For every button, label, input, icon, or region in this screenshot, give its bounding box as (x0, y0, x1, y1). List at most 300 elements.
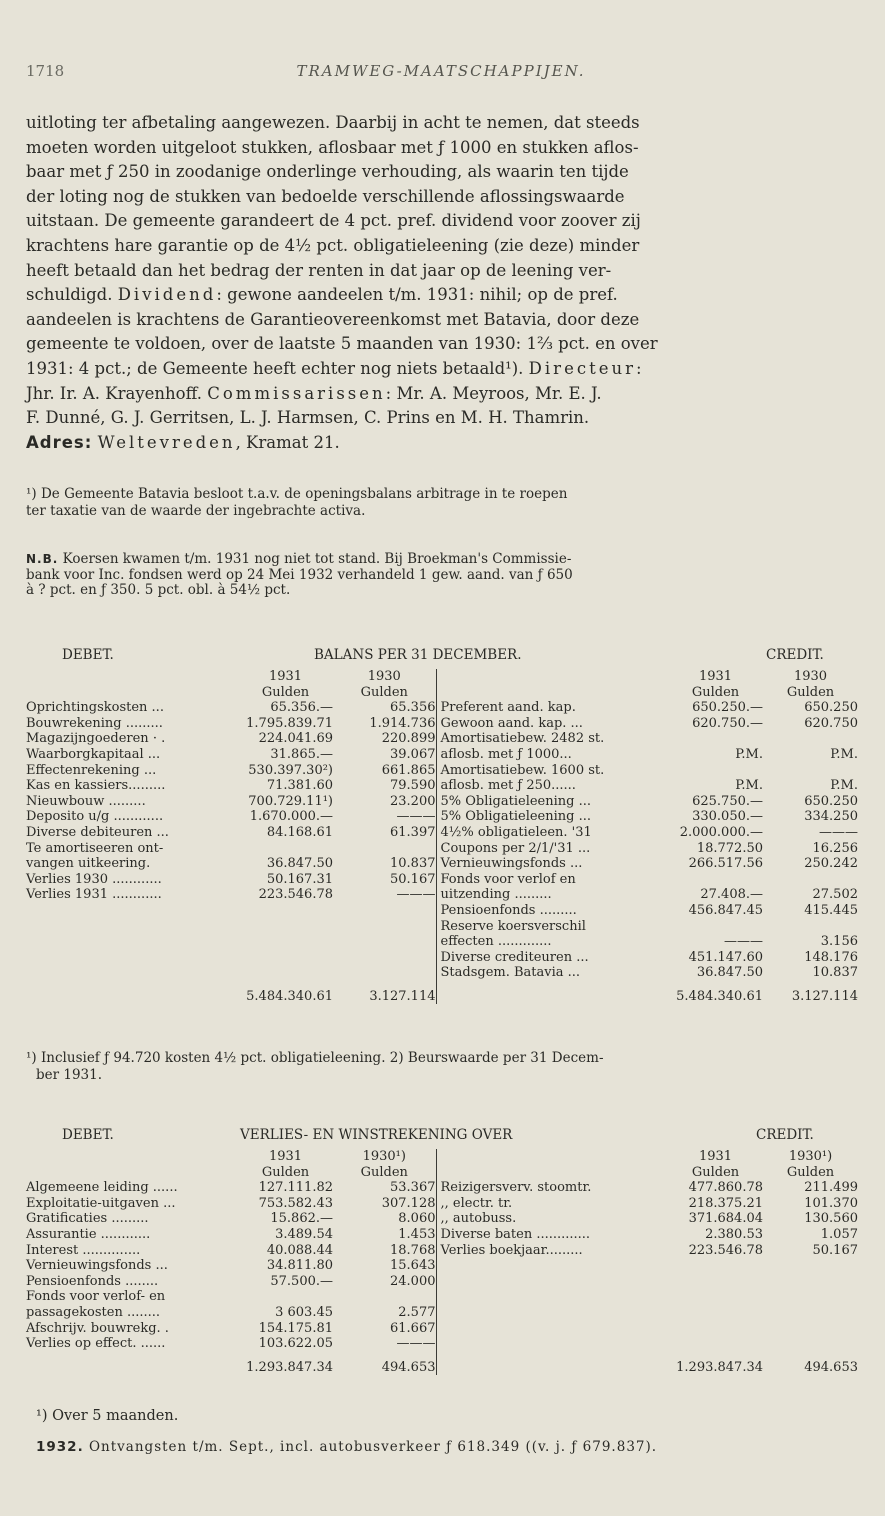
debet-label (26, 825, 238, 841)
credit-label: Amortisatiebew. 1600 st. (436, 763, 668, 779)
debet-label (26, 841, 238, 857)
debet-label (26, 1274, 238, 1290)
nb-line: à ? pct. en ƒ 350. 5 pct. obl. à 54½ pct. (26, 582, 291, 598)
debet-item: Nieuwbouw (26, 793, 105, 809)
body-line: uitstaan. De gemeente garandeert de 4 pct. pref. dividend voor zoover zij (26, 211, 641, 231)
footnote-line: ¹) De Gemeente Batavia besloot t.a.v. de openingsbalans arbitrage in te roepen (26, 486, 568, 502)
credit-value-1931: 456.847.45 (688, 902, 763, 918)
totals-row (26, 981, 858, 1005)
body-fragment: : Mr. A. Meyroos, Mr. E. J. (385, 383, 602, 403)
debet-value-1930: 220.899 (381, 731, 436, 747)
table-row (26, 1227, 858, 1243)
credit-label: Diverse crediteuren ... (436, 950, 668, 966)
debet-label (26, 1227, 238, 1243)
credit-label: 5% Obligatieleening ... (436, 809, 668, 825)
debet-item: Afschrijv. bouwrekg. (26, 1320, 161, 1336)
debet-label (26, 856, 238, 872)
credit-spacer-cell (436, 669, 668, 685)
leader-dots: ......... (104, 793, 146, 809)
winst-heading (26, 1127, 858, 1145)
running-title: TRAMWEG-MAATSCHAPPIJEN. (296, 62, 586, 80)
credit-value-1930 (763, 919, 858, 935)
debet-label (26, 731, 238, 747)
debet-value-1930 (333, 841, 436, 857)
body-line: heeft betaald dan het bedrag der renten in dat jaar op de leening ver- (26, 260, 612, 280)
debet-label (26, 934, 238, 950)
debet-value-1930 (333, 965, 436, 981)
credit-label: Fonds voor verlof en (436, 872, 668, 888)
debet-item: Verlies 1931 (26, 887, 108, 903)
table-row (26, 841, 858, 857)
leader-dots: ...... (136, 1336, 166, 1352)
debet-item: Deposito u/g (26, 809, 110, 825)
debet-value-1930: 1.453 (398, 1226, 436, 1242)
table-row (26, 716, 858, 732)
unit-label: Gulden (786, 684, 835, 700)
debet-value-1931: 15.862.— (270, 1211, 333, 1227)
leader-dots: ... (152, 824, 169, 840)
year-1930: 1930¹) (788, 1149, 833, 1164)
debet-item: Magazijngoederen (26, 731, 149, 747)
debet-item: Exploitatie-uitgaven (26, 1195, 159, 1211)
credit-label: uitzending ......... (436, 887, 668, 903)
debet-value-1930 (333, 903, 436, 919)
footnote-line: ber 1931. (36, 1067, 103, 1083)
debet-item: Gratificaties (26, 1211, 108, 1227)
nb-note (26, 552, 858, 599)
credit-value-1931: 218.375.21 (688, 1195, 763, 1211)
credit-value-1930: 620.750 (804, 715, 858, 731)
credit-label (436, 1274, 668, 1290)
leader-dots: ............ (96, 1226, 151, 1242)
debet-label (26, 778, 238, 794)
debet-value-1930: ——— (396, 1336, 436, 1352)
body-line: gemeente te voldoen, over de laatste 5 maanden van 1930: 1⅔ pct. en over (26, 334, 658, 354)
total-debet-1930: 3.127.114 (369, 988, 436, 1004)
table-row (26, 919, 858, 935)
debet-value-1930 (333, 1289, 436, 1305)
debet-label (26, 965, 238, 981)
dividend-heading: Dividend (117, 285, 217, 305)
credit-label: Amortisatiebew. 2482 st. (436, 731, 668, 747)
credit-label: Gewoon aand. kap. ... (436, 716, 668, 732)
unit-header-row (26, 1165, 858, 1181)
table-row (26, 1180, 858, 1196)
credit-value-1931 (668, 1274, 763, 1290)
credit-value-1930 (763, 1258, 858, 1274)
year-1931: 1931 (698, 669, 733, 684)
footnote-line: ¹) Inclusief ƒ 94.720 kosten 4½ pct. obligatieleening. 2) Beurswaarde per 31 Decem- (26, 1050, 604, 1066)
credit-value-1931: 36.847.50 (696, 965, 763, 981)
year-1930: 1930 (793, 669, 828, 684)
credit-spacer-cell (436, 1165, 668, 1181)
leader-dots: ............ (108, 887, 162, 903)
company-description (26, 111, 858, 455)
body-line: krachtens hare garantie op de 4½ pct. obligatieleening (zie deze) minder (26, 235, 640, 255)
year-1931: 1931 (268, 669, 303, 684)
credit-value-1931 (668, 1321, 763, 1337)
body-fragment: schuldigd. (26, 285, 118, 305)
debet-value-1930: 65.356 (390, 700, 436, 716)
table-row (26, 809, 858, 825)
credit-value-1931: 650.250.— (692, 700, 763, 716)
credit-value-1930: 50.167 (812, 1242, 858, 1258)
debet-label (26, 763, 238, 779)
unit-label: Gulden (691, 684, 740, 700)
body-line (26, 357, 858, 382)
body-fragment: Jhr. Ir. A. Krayenhoff. (26, 383, 208, 403)
unit-label: Gulden (786, 1164, 835, 1180)
spacer-cell (26, 669, 238, 685)
debet-value-1930: 23.200 (390, 793, 436, 809)
debet-value-1931: 154.175.81 (258, 1320, 333, 1336)
leader-dots: ... (151, 1258, 168, 1274)
debet-label (26, 1258, 238, 1274)
commissarissen-heading: Commissarissen (207, 383, 386, 403)
debet-value-1930: 18.768 (390, 1242, 436, 1258)
credit-value-1930: ——— (819, 824, 858, 840)
credit-label: Stadsgem. Batavia ... (436, 965, 668, 981)
leader-dots: · . (148, 731, 166, 747)
debet-item: Assurantie (26, 1226, 97, 1242)
table-row (26, 700, 858, 716)
credit-label: 5% Obligatieleening ... (436, 794, 668, 810)
credit-value-1931: ——— (724, 934, 763, 950)
debet-value-1931: 40.088.44 (266, 1242, 333, 1258)
debet-value-1931: 224.041.69 (258, 731, 333, 747)
debet-item: Verlies op effect. (26, 1336, 137, 1352)
debet-item: Verlies 1930 (26, 871, 108, 887)
leader-dots: ... (158, 1195, 176, 1211)
balans-footnote (26, 1050, 858, 1084)
debet-value-1931 (238, 965, 333, 981)
winst-table (26, 1149, 858, 1375)
debet-item: Oprichtingskosten (26, 700, 148, 716)
year-1930: 1930¹) (362, 1149, 406, 1164)
debet-item: Bouwrekening (26, 715, 122, 731)
address-label: Adres: (26, 432, 93, 452)
debet-label (26, 1180, 238, 1196)
page-header (26, 62, 856, 86)
footnote-line: ter taxatie van de waarde der ingebrachte activa. (26, 503, 366, 519)
spacer-cell (26, 685, 238, 701)
debet-value-1931: 3.489.54 (275, 1226, 333, 1242)
credit-label: Verlies boekjaar......... (436, 1243, 668, 1259)
credit-value-1930: 3.156 (820, 934, 858, 950)
credit-label: Diverse baten ............. (436, 1227, 668, 1243)
debet-value-1930 (333, 950, 436, 966)
credit-value-1930: 650.250 (804, 793, 858, 809)
debet-item: vangen uitkeering. (26, 856, 151, 872)
nb-label: N.B. (26, 552, 59, 566)
debet-item: Effectenrekening (26, 762, 140, 778)
credit-value-1931: 2.000.000.— (679, 824, 763, 840)
debet-value-1931: 65.356.— (270, 700, 333, 716)
credit-value-1931 (668, 1289, 763, 1305)
debet-label (26, 1196, 238, 1212)
leader-dots: ......... (107, 1211, 149, 1227)
credit-value-1930: P.M. (830, 746, 858, 762)
table-row (26, 731, 858, 747)
credit-value-1931: 620.750.— (692, 715, 763, 731)
credit-label (436, 1336, 668, 1352)
debet-label (26, 1211, 238, 1227)
debet-value-1931 (238, 903, 333, 919)
leader-dots: ......... (128, 778, 166, 794)
credit-value-1930: 1.057 (820, 1226, 858, 1242)
debet-value-1931: 36.847.50 (266, 856, 333, 872)
year-1931: 1931 (698, 1149, 733, 1164)
nb-line: bank voor Inc. fondsen werd op 24 Mei 1932 verhandeld 1 gew. aand. van ƒ 650 (26, 566, 573, 583)
table-row (26, 950, 858, 966)
debet-value-1931: 50.167.31 (266, 871, 333, 887)
total-debet-1931: 5.484.340.61 (246, 988, 333, 1004)
winst-debet-label: DEBET. (62, 1127, 114, 1143)
debet-value-1930: 24.000 (390, 1273, 436, 1289)
debet-value-1931: 103.622.05 (258, 1336, 333, 1352)
debet-item: Vernieuwingsfonds (26, 1258, 152, 1274)
unit-label: Gulden (360, 1164, 408, 1180)
table-row (26, 1243, 858, 1259)
credit-value-1930: 27.502 (812, 887, 858, 903)
leader-dots: .............. (78, 1242, 141, 1258)
leader-dots: ......... (121, 715, 163, 731)
winst-credit-label: CREDIT. (756, 1127, 814, 1143)
totals-row (26, 1352, 858, 1376)
leader-dots: ... (147, 700, 164, 716)
total-credit-1930: 3.127.114 (791, 988, 858, 1004)
balans-credit-label: CREDIT. (766, 647, 824, 663)
body-line (26, 283, 858, 308)
winst-title: VERLIES- EN WINSTREKENING OVER (240, 1127, 513, 1143)
debet-label (26, 919, 238, 935)
address-line (26, 431, 858, 456)
debet-item: Interest (26, 1242, 79, 1258)
credit-value-1930 (763, 1321, 858, 1337)
debet-label (26, 1243, 238, 1259)
leader-dots: ........ (120, 1273, 159, 1289)
debet-label (26, 1289, 238, 1305)
credit-label: Pensioenfonds ......... (436, 903, 668, 919)
credit-label (436, 1321, 668, 1337)
credit-value-1930: 10.837 (812, 965, 858, 981)
debet-value-1930: 61.397 (390, 824, 436, 840)
debet-value-1931: 223.546.78 (258, 887, 333, 903)
unit-label: Gulden (261, 684, 310, 700)
debet-item: passagekosten (26, 1304, 123, 1320)
body-line: uitloting ter afbetaling aangewezen. Daarbij in acht te nemen, dat steeds (26, 113, 640, 132)
debet-label (26, 1305, 238, 1321)
spacer-cell (26, 981, 238, 1005)
leader-dots: . (160, 1320, 169, 1336)
credit-value-1930: 650.250 (804, 700, 858, 716)
debet-value-1930: 15.643 (390, 1258, 436, 1274)
credit-value-1930: 148.176 (804, 949, 858, 965)
leader-dots: ...... (148, 1180, 178, 1196)
year-header-row (26, 1149, 858, 1165)
debet-value-1931: 530.397.30²) (248, 762, 333, 778)
debet-item: Fonds voor verlof- en (26, 1289, 166, 1305)
debet-label (26, 809, 238, 825)
unit-header-row (26, 685, 858, 701)
credit-value-1931: 2.380.53 (705, 1226, 763, 1242)
leader-dots: ... (139, 762, 157, 778)
leader-dots: ... (143, 746, 161, 762)
balans-heading (26, 647, 858, 665)
credit-label (436, 1289, 668, 1305)
credit-value-1930: 415.445 (804, 902, 858, 918)
footnote-openingsbalans (26, 486, 858, 520)
credit-label: aflosb. met ƒ 250...... (436, 778, 668, 794)
debet-value-1931: 31.865.— (270, 746, 333, 762)
credit-value-1931: 330.050.— (692, 809, 763, 825)
debet-label (26, 700, 238, 716)
debet-value-1931: 71.381.60 (266, 778, 333, 794)
page-number: 1718 (26, 62, 65, 80)
total-credit-1930: 494.653 (804, 1359, 858, 1375)
spacer-cell (26, 1165, 238, 1181)
body-line: F. Dunné, G. J. Gerritsen, L. J. Harmsen, C. Prins en M. H. Thamrin. (26, 408, 590, 428)
year-header-row (26, 669, 858, 685)
debet-value-1930: 39.067 (390, 746, 436, 762)
credit-value-1931: 477.860.78 (688, 1180, 763, 1196)
body-line: aandeelen is krachtens de Garantieovereenkomst met Batavia, door deze (26, 309, 640, 329)
table-row (26, 1274, 858, 1290)
credit-spacer-cell (436, 685, 668, 701)
debet-label (26, 903, 238, 919)
body-line: der loting nog de stukken van bedoelde verschillende aflossingswaarde (26, 186, 625, 206)
leader-dots: ........ (122, 1304, 161, 1320)
balans-title: BALANS PER 31 DECEMBER. (314, 647, 522, 663)
debet-value-1931 (238, 934, 333, 950)
credit-value-1930: 101.370 (804, 1195, 858, 1211)
table-row (26, 1289, 858, 1305)
debet-value-1930: 1.914.736 (369, 715, 436, 731)
debet-item: Diverse debiteuren (26, 824, 153, 840)
debet-value-1930: 10.837 (390, 856, 436, 872)
balans-table (26, 669, 858, 1004)
credit-label: 4½% obligatieleen. '31 (436, 825, 668, 841)
debet-value-1930: 8.060 (398, 1211, 436, 1227)
body-fragment: : (635, 358, 642, 378)
debet-value-1931: 753.582.43 (258, 1195, 333, 1211)
debet-label (26, 872, 238, 888)
table-row (26, 1321, 858, 1337)
unit-label: Gulden (261, 1164, 310, 1180)
nb-line: Koersen kwamen t/m. 1931 nog niet tot stand. Bij Broekman's Commissie- (62, 551, 572, 567)
debet-value-1930: ——— (396, 887, 436, 903)
credit-value-1931 (668, 1305, 763, 1321)
debet-value-1930: 661.865 (381, 762, 436, 778)
winst-footnote: ¹) Over 5 maanden. (36, 1408, 179, 1424)
debet-value-1930: 53.367 (390, 1180, 436, 1196)
credit-spacer-cell (436, 1149, 668, 1165)
credit-value-1931: 451.147.60 (688, 949, 763, 965)
credit-value-1931: P.M. (735, 746, 763, 762)
debet-value-1931: 1.670.000.— (249, 809, 333, 825)
unit-label: Gulden (360, 684, 408, 700)
debet-item: Pensioenfonds (26, 1273, 121, 1289)
debet-item: Te amortiseeren ont- (26, 840, 164, 856)
table-row (26, 825, 858, 841)
credit-label (436, 1305, 668, 1321)
total-debet-1930: 494.653 (381, 1359, 436, 1375)
table-row (26, 794, 858, 810)
debet-value-1931: 700.729.11¹) (248, 793, 333, 809)
credit-label: Reserve koersverschil (436, 919, 668, 935)
debet-value-1930: 79.590 (390, 778, 436, 794)
credit-value-1930 (763, 1336, 858, 1352)
credit-value-1931 (668, 872, 763, 888)
debet-value-1931 (238, 919, 333, 935)
credit-spacer-cell (436, 1352, 668, 1376)
credit-value-1930 (763, 1289, 858, 1305)
body-line: baar met ƒ 250 in zoodanige onderlinge verhouding, als waarin ten tijde (26, 162, 629, 182)
credit-value-1930: 130.560 (804, 1211, 858, 1227)
year-1931: 1931 (268, 1149, 303, 1164)
credit-value-1931: P.M. (735, 778, 763, 794)
debet-value-1931: 3 603.45 (275, 1304, 333, 1320)
debet-item: Algemeene leiding (26, 1180, 149, 1196)
debet-value-1931 (238, 1289, 333, 1305)
spacer-cell (26, 1149, 238, 1165)
table-row (26, 1336, 858, 1352)
final-year: 1932. (36, 1439, 84, 1455)
balans-debet-label: DEBET. (62, 647, 114, 663)
table-row (26, 856, 858, 872)
debet-label (26, 1336, 238, 1352)
debet-item: Kas en kassiers (26, 778, 129, 794)
debet-value-1930: 307.128 (381, 1195, 436, 1211)
table-row (26, 965, 858, 981)
credit-label: Preferent aand. kap. (436, 700, 668, 716)
debet-label (26, 887, 238, 903)
address-street: , Kramat 21. (235, 432, 340, 452)
leader-dots: ............ (109, 809, 164, 825)
credit-label (436, 1258, 668, 1274)
credit-value-1930 (763, 1274, 858, 1290)
credit-value-1930: 250.242 (804, 856, 858, 872)
credit-value-1931: 371.684.04 (688, 1211, 763, 1227)
table-row (26, 747, 858, 763)
directeur-heading: Directeur (528, 358, 636, 378)
debet-item: Waarborgkapitaal (26, 746, 144, 762)
debet-value-1930: 50.167 (390, 871, 436, 887)
table-row (26, 903, 858, 919)
table-row (26, 1211, 858, 1227)
body-line: moeten worden uitgeloot stukken, aflosbaar met ƒ 1000 en stukken aflos- (26, 137, 639, 157)
credit-value-1931: 625.750.— (692, 793, 763, 809)
total-credit-1931: 5.484.340.61 (676, 988, 763, 1004)
credit-value-1930 (763, 872, 858, 888)
debet-label (26, 716, 238, 732)
total-credit-1931: 1.293.847.34 (676, 1359, 763, 1375)
credit-label: effecten ............. (436, 934, 668, 950)
credit-value-1931: 18.772.50 (696, 840, 763, 856)
debet-value-1931: 127.111.82 (258, 1180, 333, 1196)
final-line (36, 1439, 657, 1455)
debet-label (26, 794, 238, 810)
credit-label: Reizigersverv. stoomtr. (436, 1180, 668, 1196)
debet-value-1931: 34.811.80 (266, 1258, 333, 1274)
debet-value-1931 (238, 950, 333, 966)
debet-value-1930: 61.667 (390, 1320, 436, 1336)
debet-label (26, 747, 238, 763)
table-row (26, 778, 858, 794)
credit-spacer-cell (436, 981, 668, 1005)
body-fragment: 1931: 4 pct.; de Gemeente heeft echter nog niets betaald¹). (26, 358, 529, 378)
debet-value-1930 (333, 934, 436, 950)
